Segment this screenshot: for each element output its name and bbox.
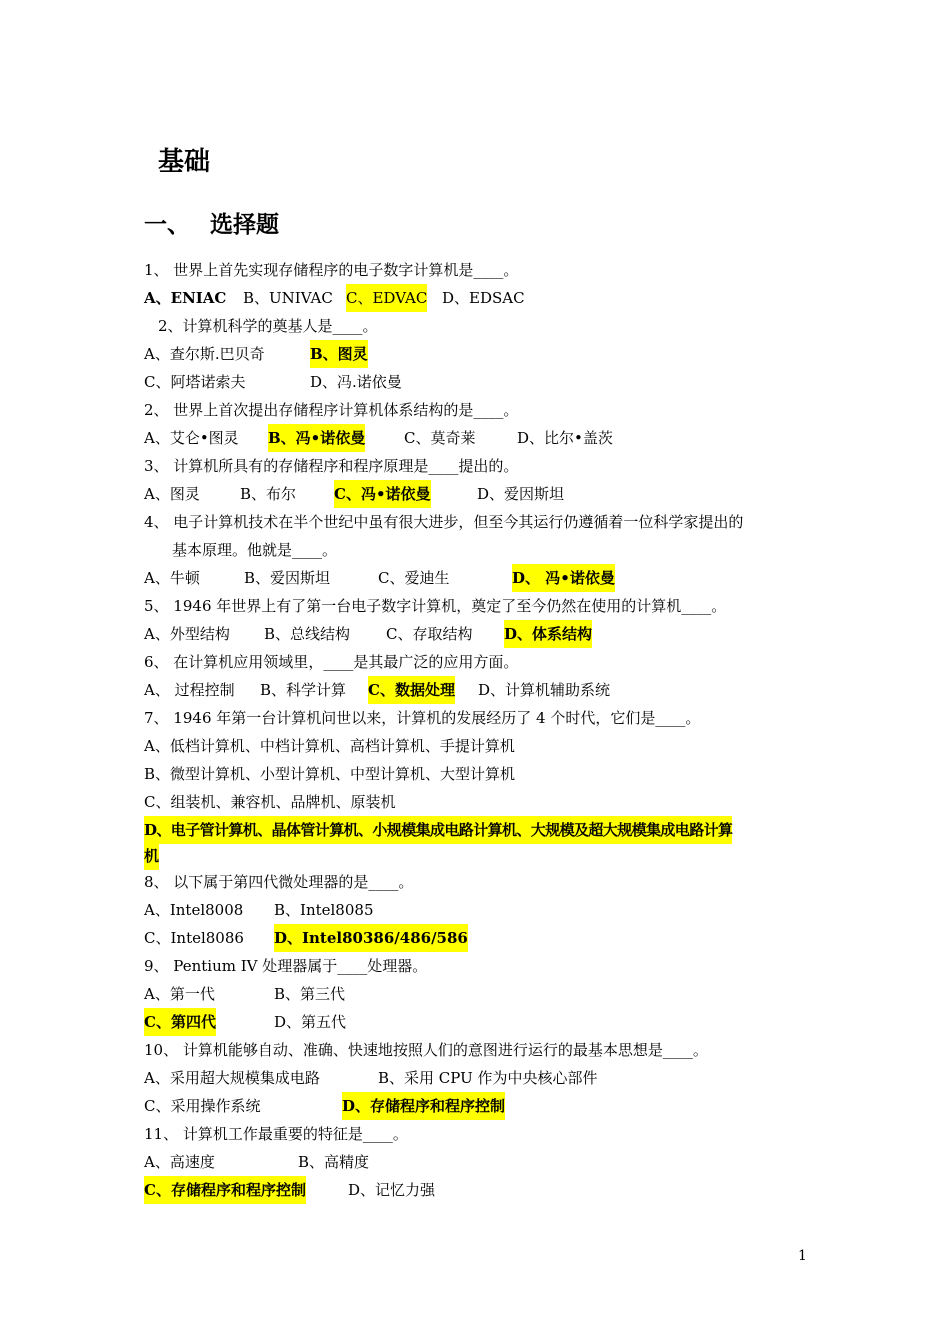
q9-option-a: A、第一代 bbox=[144, 985, 215, 1003]
page-number: 1 bbox=[798, 1248, 807, 1264]
q7-option-c: C、组装机、兼容机、品牌机、原装机 bbox=[144, 793, 396, 811]
q11-option-b: B、高精度 bbox=[298, 1153, 370, 1171]
q7-option-d-answer-continued: 机 bbox=[144, 842, 159, 870]
q1-option-b: B、UNIVAC bbox=[243, 289, 333, 307]
q2a-option-a: A、查尔斯.巴贝奇 bbox=[144, 345, 265, 363]
q4-option-c: C、爱迪生 bbox=[378, 569, 450, 587]
q11-option-a: A、高速度 bbox=[144, 1153, 215, 1171]
q1-stem: 1、 世界上首先实现存储程序的电子数字计算机是____。 bbox=[144, 261, 519, 279]
q9-option-b: B、第三代 bbox=[274, 985, 346, 1003]
q10-option-a: A、采用超大规模集成电路 bbox=[144, 1069, 320, 1087]
q8-stem: 8、 以下属于第四代微处理器的是____。 bbox=[144, 873, 414, 891]
q6-option-b: B、科学计算 bbox=[260, 681, 347, 699]
q11-option-c-answer: C、存储程序和程序控制 bbox=[144, 1176, 306, 1204]
q4-stem-line2: 基本原理。他就是____。 bbox=[172, 541, 338, 559]
q7-option-a: A、低档计算机、中档计算机、高档计算机、手提计算机 bbox=[144, 737, 515, 755]
q10-option-d-answer: D、存储程序和程序控制 bbox=[342, 1092, 505, 1120]
q8-option-b: B、Intel8085 bbox=[274, 901, 374, 919]
q4-option-b: B、爱因斯坦 bbox=[244, 569, 331, 587]
q2a-option-b-answer: B、图灵 bbox=[310, 340, 368, 368]
q5-option-d-answer: D、体系结构 bbox=[504, 620, 592, 648]
q9-option-d: D、第五代 bbox=[274, 1013, 347, 1031]
q10-stem: 10、 计算机能够自动、准确、快速地按照人们的意图进行运行的最基本思想是____。 bbox=[144, 1041, 708, 1059]
q8-option-d-answer: D、Intel80386/486/586 bbox=[274, 924, 468, 952]
section-heading bbox=[144, 206, 279, 244]
q4-option-a: A、牛顿 bbox=[144, 569, 200, 587]
q2b-option-b-answer: B、冯•诺依曼 bbox=[268, 424, 365, 452]
q2b-option-d: D、比尔•盖茨 bbox=[517, 429, 613, 447]
q6-option-c-answer: C、数据处理 bbox=[368, 676, 455, 704]
q2a-option-c: C、阿塔诺索夫 bbox=[144, 373, 246, 391]
q4-stem-line1: 4、 电子计算机技术在半个世纪中虽有很大进步，但至今其运行仍遵循着一位科学家提出的 bbox=[144, 513, 744, 531]
q3-option-d: D、爱因斯坦 bbox=[477, 485, 565, 503]
q1-option-a: A、ENIAC bbox=[144, 289, 227, 307]
q2b-option-c: C、莫奇莱 bbox=[404, 429, 476, 447]
q5-stem: 5、 1946 年世界上有了第一台电子数字计算机，奠定了至今仍然在使用的计算机____。 bbox=[144, 597, 727, 615]
section-number: 一、 bbox=[144, 212, 190, 238]
q10-option-c: C、采用操作系统 bbox=[144, 1097, 261, 1115]
q9-stem: 9、 Pentium IV 处理器属于____处理器。 bbox=[144, 957, 428, 975]
q2a-option-d: D、冯.诺依曼 bbox=[310, 373, 402, 391]
q2a-stem: 2、计算机科学的奠基人是____。 bbox=[158, 317, 378, 335]
q10-option-b: B、采用 CPU 作为中央核心部件 bbox=[378, 1069, 598, 1087]
page-heading: 基础 bbox=[158, 147, 211, 177]
q3-option-c-answer: C、冯•诺依曼 bbox=[334, 480, 431, 508]
q6-stem: 6、 在计算机应用领域里，____是其最广泛的应用方面。 bbox=[144, 653, 519, 671]
q6-option-a: A、 过程控制 bbox=[144, 681, 235, 699]
q5-option-c: C、存取结构 bbox=[386, 625, 473, 643]
q3-option-a: A、图灵 bbox=[144, 485, 200, 503]
q11-stem: 11、 计算机工作最重要的特征是____。 bbox=[144, 1125, 408, 1143]
q8-option-c: C、Intel8086 bbox=[144, 929, 244, 947]
q9-option-c-answer: C、第四代 bbox=[144, 1008, 216, 1036]
q1-option-c-answer: C、EDVAC bbox=[346, 284, 427, 312]
q2b-stem: 2、 世界上首次提出存储程序计算机体系结构的是____。 bbox=[144, 401, 519, 419]
q3-stem: 3、 计算机所具有的存储程序和程序原理是____提出的。 bbox=[144, 457, 519, 475]
q7-option-b: B、微型计算机、小型计算机、中型计算机、大型计算机 bbox=[144, 765, 516, 783]
q7-stem: 7、 1946 年第一台计算机问世以来，计算机的发展经历了 4 个时代，它们是____。 bbox=[144, 709, 701, 727]
q1-option-d: D、EDSAC bbox=[442, 289, 525, 307]
q5-option-a: A、外型结构 bbox=[144, 625, 230, 643]
q3-option-b: B、布尔 bbox=[240, 485, 297, 503]
q2b-option-a: A、艾仑•图灵 bbox=[144, 429, 239, 447]
q5-option-b: B、总线结构 bbox=[264, 625, 351, 643]
q8-option-a: A、Intel8008 bbox=[144, 901, 244, 919]
q7-option-d-answer: D、电子管计算机、晶体管计算机、小规模集成电路计算机、大规模及超大规模集成电路计算 bbox=[144, 816, 732, 844]
q4-option-d-answer: D、 冯•诺依曼 bbox=[512, 564, 615, 592]
q11-option-d: D、记忆力强 bbox=[348, 1181, 436, 1199]
section-title: 选择题 bbox=[210, 212, 279, 238]
q6-option-d: D、计算机辅助系统 bbox=[478, 681, 611, 699]
